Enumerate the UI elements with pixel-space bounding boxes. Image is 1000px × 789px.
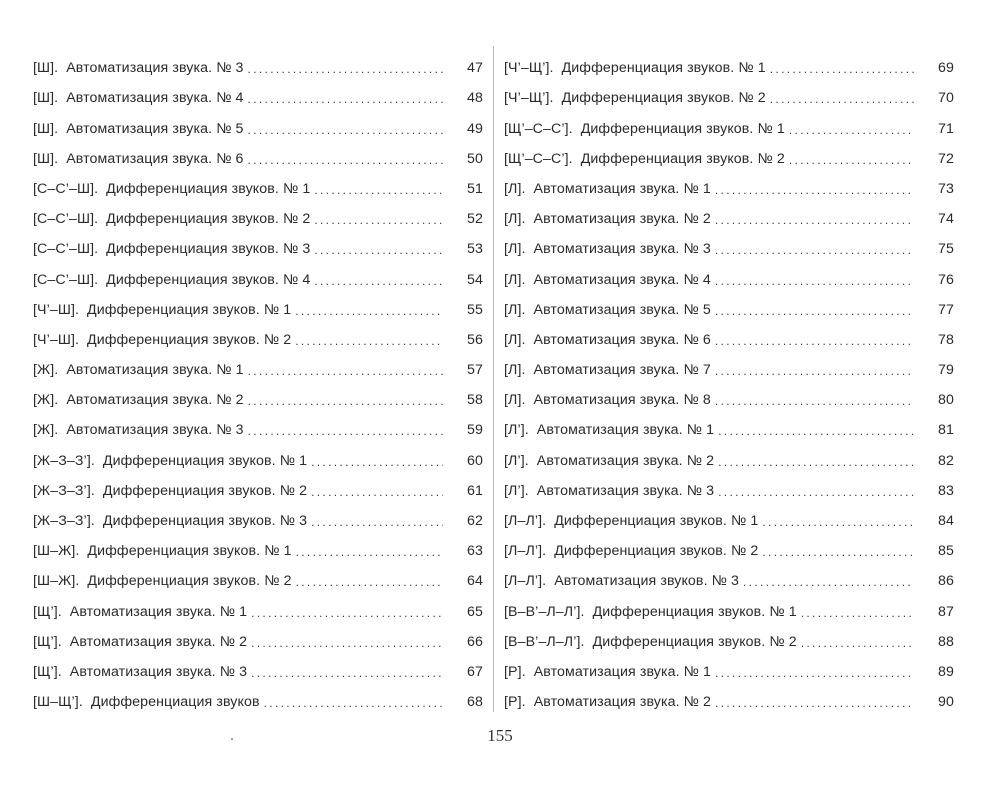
- toc-entry-text: Автоматизация звука. № 1: [66, 362, 244, 379]
- toc-entry-text: Автоматизация звука. № 5: [66, 120, 244, 137]
- toc-entry: [504, 288, 954, 318]
- toc-entry-sound-code: [Щ’–С–С’].: [504, 120, 573, 137]
- toc-entry-sound-code: [С–С’–Ш].: [33, 211, 99, 228]
- toc-entry-sound-code: [Ч’–Щ’].: [504, 60, 554, 77]
- toc-entry: [504, 589, 954, 619]
- toc-entry-title: [504, 332, 715, 348]
- toc-entry-text: Автоматизация звука. № 1: [69, 603, 248, 620]
- toc-entry-page: 68: [467, 694, 483, 711]
- dot-leader: [801, 634, 914, 650]
- toc-entry-page: 51: [467, 180, 483, 197]
- toc-entry-sound-code: [Л’].: [504, 482, 529, 499]
- toc-entry: [504, 438, 954, 468]
- toc-entry-text: Автоматизация звука. № 1: [533, 663, 712, 680]
- toc-entry: [504, 559, 954, 589]
- dot-leader: [770, 90, 914, 106]
- toc-entry-title: [33, 573, 296, 589]
- toc-entry-page: 59: [467, 422, 483, 439]
- toc-entry-sound-code: [Ш].: [33, 60, 59, 77]
- toc-entry-page: 69: [938, 60, 954, 77]
- toc-entry-page: 77: [938, 301, 954, 318]
- toc-entry-sound-code: [Ч’–Ш].: [33, 301, 80, 318]
- toc-entry-page: 83: [938, 482, 954, 499]
- toc-entry-text: Автоматизация звука. № 2: [66, 392, 244, 409]
- toc-entry-page: 52: [467, 211, 483, 228]
- toc-entry-text: Автоматизация звука. № 6: [533, 331, 711, 348]
- toc-entry: [33, 197, 483, 227]
- dot-leader: [296, 543, 443, 559]
- dot-leader: [789, 151, 914, 167]
- toc-entry-text: Дифференциация звуков. № 2: [87, 573, 292, 590]
- toc-entry: [33, 257, 483, 287]
- toc-entry-title: [504, 211, 715, 227]
- toc-entry-title: [33, 422, 248, 438]
- dot-leader: [314, 181, 443, 197]
- toc-entry-text: Дифференциация звуков. № 1: [102, 452, 308, 469]
- toc-entry: [33, 408, 483, 438]
- toc-entry-title: [504, 181, 715, 197]
- toc-entry-title: [33, 634, 251, 650]
- toc-entry-sound-code: [Ш].: [33, 150, 59, 167]
- toc-entry-sound-code: [Щ’–С–С’].: [504, 150, 573, 167]
- toc-entry: [33, 559, 483, 589]
- toc-entry-title: [504, 121, 789, 137]
- toc-entry-title: [504, 694, 715, 710]
- toc-entry-sound-code: [Ж–З–З’].: [33, 452, 95, 469]
- dot-leader: [248, 151, 443, 167]
- toc-entry-page: 88: [938, 633, 954, 650]
- toc-entry-page: 90: [938, 694, 954, 711]
- toc-entry-text: Автоматизация звука. № 4: [66, 90, 244, 107]
- toc-entry-sound-code: [Щ’].: [33, 633, 62, 650]
- toc-entry-sound-code: [Л].: [504, 241, 526, 258]
- toc-entry: [504, 620, 954, 650]
- toc-entry: [33, 46, 483, 76]
- toc-entry-title: [33, 272, 314, 288]
- toc-entry-title: [504, 362, 715, 378]
- toc-entry-text: Дифференциация звуков. № 1: [87, 301, 292, 318]
- page-number: 155: [487, 726, 513, 745]
- dot-leader: [715, 241, 914, 257]
- toc-entry-title: [504, 604, 801, 620]
- toc-entry-text: Автоматизация звука. № 4: [533, 271, 711, 288]
- toc-entry-page: 67: [467, 663, 483, 680]
- toc-entry-page: 66: [467, 633, 483, 650]
- toc-entry-sound-code: [Р].: [504, 663, 526, 680]
- toc-entry: [33, 499, 483, 529]
- toc-entry-title: [504, 90, 770, 106]
- toc-entry: [504, 680, 954, 710]
- toc-entry: [33, 288, 483, 318]
- toc-entry-sound-code: [Ж].: [33, 392, 59, 409]
- toc-entry-sound-code: [Л–Л’].: [504, 573, 547, 590]
- toc-entry-title: [504, 241, 715, 257]
- toc-entry-text: Автоматизация звука. № 2: [533, 694, 712, 711]
- toc-entry-title: [33, 332, 295, 348]
- toc-entry-sound-code: [С–С’–Ш].: [33, 271, 99, 288]
- dot-leader: [248, 392, 443, 408]
- dot-leader: [251, 604, 443, 620]
- toc-entry-page: 74: [938, 211, 954, 228]
- toc-entry-text: Дифференциация звуков. № 1: [580, 120, 785, 137]
- toc-entry-title: [504, 272, 715, 288]
- dot-leader: [311, 453, 443, 469]
- dot-leader: [715, 181, 914, 197]
- toc-entry-text: Дифференциация звуков. № 1: [592, 603, 797, 620]
- toc-entry-title: [33, 694, 264, 710]
- toc-entry-sound-code: [Л].: [504, 211, 526, 228]
- toc-entry-page: 65: [467, 603, 483, 620]
- toc-entry-sound-code: [Л’].: [504, 422, 529, 439]
- dot-leader: [248, 121, 443, 137]
- toc-entry-text: Автоматизация звука. № 3: [66, 422, 244, 439]
- toc-entry-page: 58: [467, 392, 483, 409]
- toc-entry-sound-code: [Ш].: [33, 120, 59, 137]
- toc-entry: [33, 348, 483, 378]
- toc-entry-text: Автоматизация звука. № 1: [533, 180, 711, 197]
- dot-leader: [314, 272, 443, 288]
- toc-entry-text: Автоматизация звука. № 3: [69, 663, 248, 680]
- toc-entry-page: 57: [467, 362, 483, 379]
- dot-leader: [762, 543, 914, 559]
- toc-entry-text: Дифференциация звуков. № 2: [102, 482, 308, 499]
- toc-entry-text: Дифференциация звуков. № 1: [106, 180, 311, 197]
- toc-entry-title: [504, 573, 743, 589]
- toc-entry-page: 63: [467, 543, 483, 560]
- toc-entry: [33, 680, 483, 710]
- toc-entry-page: 61: [467, 482, 483, 499]
- toc-entry: [33, 529, 483, 559]
- dot-leader: [264, 694, 443, 710]
- toc-entry: [504, 106, 954, 136]
- toc-entry: [33, 650, 483, 680]
- dot-leader: [311, 513, 443, 529]
- toc-entry-text: Дифференциация звуков. № 2: [87, 331, 292, 348]
- dot-leader: [295, 332, 443, 348]
- toc-entry-sound-code: [Л’].: [504, 452, 529, 469]
- toc-entry-page: 73: [938, 180, 954, 197]
- toc-entry-title: [33, 483, 311, 499]
- toc-entry: [504, 197, 954, 227]
- dot-leader: [715, 664, 914, 680]
- dot-leader: [248, 422, 443, 438]
- toc-entry-page: 49: [467, 120, 483, 137]
- toc-entry-text: Дифференциация звуков. № 1: [554, 513, 759, 529]
- dot-leader: [715, 211, 914, 227]
- toc-entry-text: Автоматизация звука. № 3: [536, 482, 715, 499]
- toc-entry-text: Дифференциация звуков. № 1: [87, 543, 292, 560]
- toc-entry-text: Автоматизация звука. № 2: [533, 211, 711, 228]
- toc-entry-page: 84: [938, 513, 954, 529]
- toc-entry: [504, 257, 954, 287]
- dot-leader: [715, 694, 914, 710]
- toc-entry-title: [504, 392, 715, 408]
- toc-entry-page: 50: [467, 150, 483, 167]
- toc-entry-title: [33, 604, 251, 620]
- dot-leader: [743, 573, 914, 589]
- toc-entry: [33, 227, 483, 257]
- toc-entry-title: [33, 60, 248, 76]
- toc-entry-title: [33, 453, 311, 469]
- dot-leader: [314, 241, 443, 257]
- toc-entry-text: Автоматизация звука. № 8: [533, 392, 711, 409]
- dot-leader: [296, 573, 443, 589]
- toc-entry-sound-code: [Р].: [504, 694, 526, 711]
- toc-entry-page: 87: [938, 603, 954, 620]
- toc-entry-title: [33, 151, 248, 167]
- toc-entry-title: [504, 543, 762, 559]
- toc-entry-page: 75: [938, 241, 954, 258]
- toc-entry: [33, 620, 483, 650]
- toc-entry: [504, 137, 954, 167]
- toc-entry: [504, 529, 954, 559]
- dot-leader: [311, 483, 443, 499]
- toc-entry-sound-code: [Л–Л’].: [504, 543, 547, 560]
- dot-leader: [248, 362, 443, 378]
- toc-entry: [504, 650, 954, 680]
- dot-leader: [715, 392, 914, 408]
- toc-entry-page: 79: [938, 362, 954, 379]
- toc-entry-text: Автоматизация звука. № 7: [533, 362, 711, 379]
- toc-entry: [504, 348, 954, 378]
- toc-entry-title: [504, 513, 762, 529]
- dot-leader: [718, 422, 914, 438]
- toc-entry-text: Дифференциация звуков: [90, 694, 260, 711]
- toc-entry-page: 56: [467, 331, 483, 348]
- toc-entry-sound-code: [Л].: [504, 362, 526, 379]
- toc-entry-text: Автоматизация звука. № 2: [536, 452, 715, 469]
- toc-entry-page: 54: [467, 271, 483, 288]
- dot-leader: [715, 362, 914, 378]
- dot-leader: [715, 272, 914, 288]
- toc-entry-sound-code: [Л].: [504, 331, 526, 348]
- toc-entry-sound-code: [С–С’–Ш].: [33, 180, 99, 197]
- toc-entry-page: 55: [467, 301, 483, 318]
- toc-entry-sound-code: [В–В’–Л–Л’].: [504, 633, 585, 650]
- toc-entry-page: 82: [938, 452, 954, 469]
- toc-entry-text: Дифференциация звуков. № 2: [554, 543, 759, 560]
- toc-entry: [33, 137, 483, 167]
- toc-entry-title: [33, 181, 314, 197]
- toc-left-column: [33, 46, 483, 710]
- dot-leader: [314, 211, 443, 227]
- toc-entry-text: Дифференциация звуков. № 2: [580, 150, 785, 167]
- dot-leader: [770, 60, 914, 76]
- toc-entry-sound-code: [С–С’–Ш].: [33, 241, 99, 258]
- toc-entry: [33, 469, 483, 499]
- toc-entry-title: [33, 362, 248, 378]
- toc-entry-page: 85: [938, 543, 954, 560]
- toc-entry-text: Дифференциация звуков. № 3: [106, 241, 311, 258]
- toc-entry: [33, 378, 483, 408]
- toc-entry: [504, 499, 954, 529]
- toc-entry-page: 62: [467, 513, 483, 529]
- toc-entry-text: Дифференциация звуков. № 4: [106, 271, 311, 288]
- toc-entry-page: 89: [938, 663, 954, 680]
- dot-leader: [251, 634, 443, 650]
- toc-entry: [504, 378, 954, 408]
- toc-entry-sound-code: [Л].: [504, 301, 526, 318]
- toc-entry-sound-code: [Л].: [504, 271, 526, 288]
- toc-entry-page: 71: [938, 120, 954, 137]
- toc-entry: [33, 106, 483, 136]
- toc-entry-page: 53: [467, 241, 483, 258]
- toc-entry: [33, 318, 483, 348]
- toc-entry-sound-code: [Ш–Ж].: [33, 543, 80, 560]
- toc-entry: [504, 76, 954, 106]
- dot-leader: [248, 90, 443, 106]
- toc-entry-title: [504, 60, 770, 76]
- toc-entry-title: [33, 543, 296, 559]
- toc-entry-text: Автоматизация звука. № 3: [533, 241, 711, 258]
- toc-entry-title: [33, 664, 251, 680]
- dot-leader: [801, 604, 914, 620]
- toc-entry-sound-code: [Ж–З–З’].: [33, 482, 95, 499]
- toc-entry-title: [504, 634, 801, 650]
- toc-entry: [504, 167, 954, 197]
- toc-entry-page: 48: [467, 90, 483, 107]
- toc-entry: [504, 227, 954, 257]
- toc-entry-text: Автоматизация звука. № 2: [69, 633, 248, 650]
- toc-entry-page: 47: [467, 60, 483, 77]
- toc-right-column: [504, 46, 954, 710]
- toc-entry-text: Дифференциация звуков. № 2: [592, 633, 797, 650]
- toc-entry-sound-code: [Л–Л’].: [504, 513, 547, 529]
- dot-leader: [248, 60, 443, 76]
- toc-entry-sound-code: [Ж].: [33, 422, 59, 439]
- toc-entry-title: [33, 241, 314, 257]
- toc-entry-text: Дифференциация звуков. № 3: [102, 513, 308, 529]
- toc-entry-text: Автоматизация звука. № 6: [66, 150, 244, 167]
- dot-leader: [295, 302, 443, 318]
- dot-leader: [789, 121, 914, 137]
- toc-entry-page: 78: [938, 331, 954, 348]
- toc-entry-text: Дифференциация звуков. № 2: [561, 90, 766, 107]
- toc-entry-text: Автоматизация звуков. № 3: [554, 573, 739, 590]
- toc-entry-title: [504, 151, 789, 167]
- toc-entry-sound-code: [Ш].: [33, 90, 59, 107]
- toc-entry: [33, 438, 483, 468]
- toc-entry: [504, 318, 954, 348]
- toc-entry-page: 81: [938, 422, 954, 439]
- dot-leader: [715, 302, 914, 318]
- toc-entry-title: [33, 392, 248, 408]
- dot-leader: [718, 483, 914, 499]
- toc-entry-text: Автоматизация звука. № 1: [536, 422, 715, 439]
- toc-entry-text: Автоматизация звука. № 5: [533, 301, 711, 318]
- toc-entry-title: [504, 422, 718, 438]
- toc-entry-page: 64: [467, 573, 483, 590]
- toc-entry-title: [33, 302, 295, 318]
- toc-entry-text: Дифференциация звуков. № 2: [106, 211, 311, 228]
- toc-entry-page: 76: [938, 271, 954, 288]
- toc-entry-sound-code: [Ш–Щ’].: [33, 694, 83, 711]
- toc-entry-sound-code: [Л].: [504, 180, 526, 197]
- toc-entry-sound-code: [Щ’].: [33, 603, 62, 620]
- print-speck: [231, 738, 233, 740]
- toc-entry-page: 86: [938, 573, 954, 590]
- toc-entry-page: 60: [467, 452, 483, 469]
- dot-leader: [762, 513, 914, 529]
- toc-entry-title: [33, 90, 248, 106]
- toc-entry-text: Дифференциация звуков. № 1: [561, 60, 766, 77]
- toc-entry-page: 80: [938, 392, 954, 409]
- toc-entry-title: [504, 664, 715, 680]
- column-divider: [493, 46, 494, 712]
- toc-entry-sound-code: [Ж].: [33, 362, 59, 379]
- toc-entry-sound-code: [В–В’–Л–Л’].: [504, 603, 585, 620]
- toc-entry-page: 72: [938, 150, 954, 167]
- toc-entry-title: [33, 121, 248, 137]
- toc-entry: [33, 589, 483, 619]
- toc-entry-page: 70: [938, 90, 954, 107]
- toc-entry-title: [504, 302, 715, 318]
- dot-leader: [718, 453, 914, 469]
- toc-entry-sound-code: [Ж–З–З’].: [33, 513, 95, 529]
- toc-entry: [33, 167, 483, 197]
- toc-entry: [504, 408, 954, 438]
- toc-entry-title: [33, 513, 311, 529]
- toc-entry: [33, 76, 483, 106]
- toc-entry-text: Автоматизация звука. № 3: [66, 60, 244, 77]
- toc-entry-title: [504, 483, 718, 499]
- toc-entry-sound-code: [Ш–Ж].: [33, 573, 80, 590]
- toc-entry: [504, 469, 954, 499]
- toc-entry-sound-code: [Л].: [504, 392, 526, 409]
- toc-entry-title: [33, 211, 314, 227]
- toc-entry-title: [504, 453, 718, 469]
- toc-entry-sound-code: [Ч’–Щ’].: [504, 90, 554, 107]
- toc-entry: [504, 46, 954, 76]
- dot-leader: [251, 664, 443, 680]
- dot-leader: [715, 332, 914, 348]
- toc-entry-sound-code: [Щ’].: [33, 663, 62, 680]
- toc-entry-sound-code: [Ч’–Ш].: [33, 331, 80, 348]
